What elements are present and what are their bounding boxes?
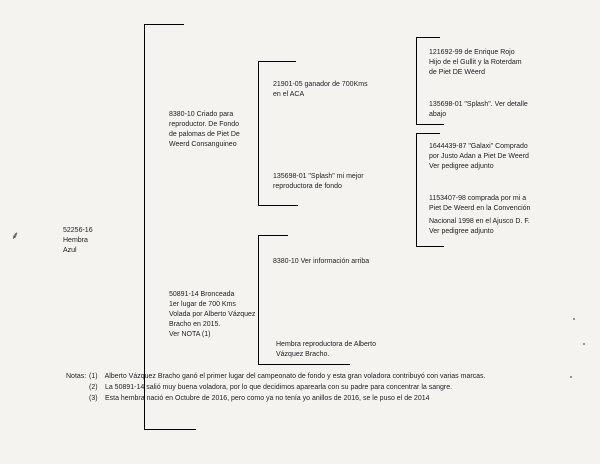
bracket-ss-top — [416, 37, 440, 38]
sire-line: reproductor. De Fondo — [169, 121, 240, 128]
dam-sire-line: 8380-10 Ver información arriba — [273, 258, 370, 265]
scan-speck — [583, 343, 585, 345]
dam-dam-line: Vázquez Bracho. — [276, 351, 330, 358]
ggp-sd-dam-block — [429, 194, 530, 237]
subject-color: Azul — [63, 247, 77, 254]
dam-block — [169, 290, 255, 340]
bracket-ss-vertical — [416, 37, 417, 124]
note-text: La 50891-14 salió muy buena voladora, por lo que decidimos aparearla con su padre para concentrar la sangre. — [104, 384, 453, 391]
note-text: Alberto Vázquez Bracho ganó el primer lugar del campeonato de fondo y esta gran voladora contribuyó con varias marcas. — [104, 373, 486, 380]
ggp-line: 1153407-98 comprada por mi a — [429, 195, 527, 202]
ggp-line: 135698-01 "Splash". Ver detalle — [429, 101, 528, 108]
bracket-sd-bottom — [416, 246, 444, 247]
scan-speck — [573, 318, 575, 320]
bracket-sd-top — [416, 133, 440, 134]
ggp-line: 1644439-87 "Galaxi" Comprado — [429, 143, 528, 150]
bracket-ss-bottom — [416, 124, 444, 125]
notes-list — [89, 372, 486, 404]
scan-speck — [570, 376, 572, 378]
dam-line: 1er lugar de 700 Kms — [169, 301, 236, 308]
dam-dam-block — [276, 340, 376, 360]
ggp-line: 121692-99 de Enrique Rojo — [429, 49, 515, 56]
sire-sire-line: 21901-05 ganador de 700Kms — [273, 81, 368, 88]
ggp-line: Nacional 1998 en el Ajusco D. F. — [429, 218, 530, 225]
subject-id: 52256-16 — [63, 227, 93, 234]
sire-dam-block — [273, 172, 364, 192]
dam-line: Ver NOTA (1) — [169, 331, 211, 338]
ggp-line: abajo — [429, 111, 447, 118]
dam-sire-block — [273, 257, 369, 267]
sire-dam-line: 135698-01 "Splash" mi mejor — [273, 173, 364, 180]
subject-sex: Hembra — [63, 237, 88, 244]
bracket-dam-top — [258, 235, 288, 236]
note-item — [89, 372, 486, 382]
ggp-line: de Piet DE Wëerd — [429, 69, 486, 76]
note-number: (2) — [89, 384, 98, 391]
note-item — [89, 394, 486, 404]
subject-block — [63, 226, 93, 256]
bracket-dam-bottom — [258, 364, 350, 365]
bracket-sire-vertical — [258, 61, 259, 205]
ggp-ss-sire-block — [429, 48, 522, 78]
sire-block — [169, 110, 240, 150]
dam-line: Bracho en 2015. — [169, 321, 221, 328]
ggp-sd-sire-block — [429, 142, 529, 172]
bracket-sire-bottom — [258, 205, 298, 206]
ggp-line: Piet De Weerd en la Convención — [429, 205, 531, 212]
sire-sire-line: en el ACA — [273, 91, 305, 98]
bracket-sd-vertical — [416, 133, 417, 247]
bracket-sire-top — [258, 61, 296, 62]
note-item — [89, 383, 486, 393]
dam-line: Volada por Alberto Vázquez — [169, 311, 256, 318]
sire-line: Weerd Consanguineo — [169, 141, 237, 148]
note-number: (1) — [89, 373, 98, 380]
bracket-subject-bottom — [144, 429, 196, 430]
dam-dam-line: Hembra reproductora de Alberto — [276, 341, 376, 348]
sire-line: de palomas de Piet De — [169, 131, 240, 138]
bracket-dam-vertical — [258, 235, 259, 365]
pen-mark-icon: ⸙ — [11, 230, 20, 242]
ggp-line: Ver pedigree adjunto — [429, 228, 494, 235]
dam-line: 50891-14 Bronceada — [169, 291, 235, 298]
sire-line: 8380-10 Criado para — [169, 111, 234, 118]
sire-sire-block — [273, 80, 368, 100]
notes-label: Notas: — [66, 373, 87, 380]
sire-dam-line: reproductora de fondo — [273, 183, 342, 190]
ggp-line: Ver pedigree adjunto — [429, 163, 494, 170]
ggp-ss-dam-block — [429, 100, 528, 120]
note-number: (3) — [89, 395, 98, 402]
bracket-subject-vertical — [144, 24, 145, 430]
note-text: Esta hembra nació en Octubre de 2016, pero como ya no tenía yo anillos de 2016, se le puso el de 2014 — [104, 395, 430, 402]
ggp-line: por Justo Adan a Piet De Weerd — [429, 153, 529, 160]
ggp-line: Hijo de el Gullit y la Roterdam — [429, 59, 522, 66]
bracket-subject-top — [144, 24, 184, 25]
